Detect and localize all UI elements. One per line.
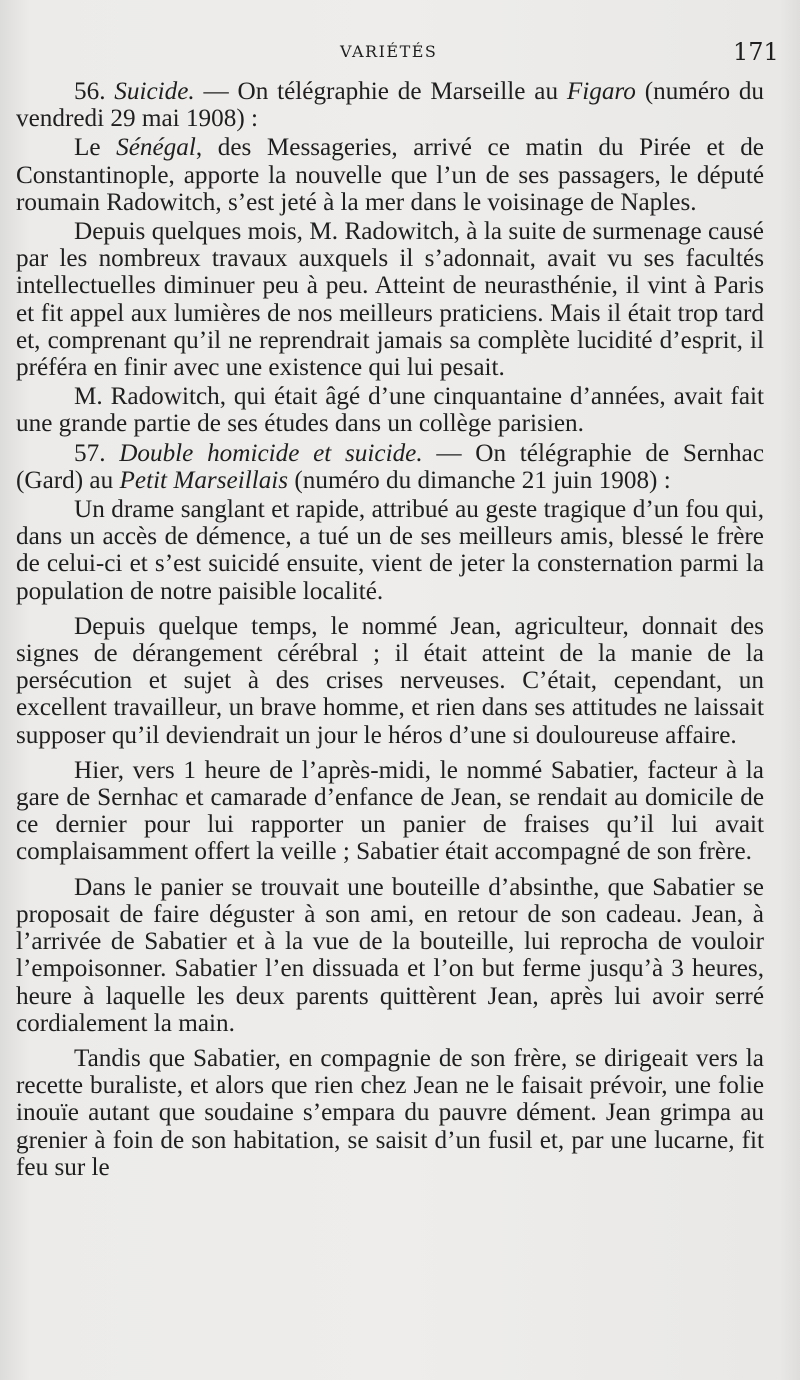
paragraph: Hier, vers 1 heure de l’après-midi, le nommé Sabatier, facteur à la gare de Sernhac et camarade d’enfance de Jean, se rendait au domicile de ce dernier pour lui rapporter un panier de fraises qu’il lui avait complaisamment offert la veille ; Sabatier était accompagné de son frère. bbox=[16, 756, 764, 866]
newspaper-name: Petit Marseillais bbox=[119, 466, 289, 494]
paragraph: M. Radowitch, qui était âgé d’une cinquantaine d’années, avait fait une grande partie de ses études dans un collège parisien. bbox=[16, 383, 764, 438]
page-number: 171 bbox=[733, 38, 779, 66]
running-title: VARIÉTÉS bbox=[340, 42, 438, 61]
entry-source: (numéro du vendredi 29 mai 1908) : bbox=[16, 78, 765, 133]
page-body bbox=[16, 78, 764, 1181]
paragraph: Depuis quelques mois, M. Radowitch, à la suite de surmenage causé par les nombreux travaux auxquels il s’adonnait, avait vu ses facultés intellectuelles diminuer peu à peu. Atteint de neurasthénie, il vint à Paris et fit appel aux lumières de nos meilleurs praticiens. Mais il était trop tard et, comprenant qu’il ne reprendrait jamais sa complète lucidité d’esprit, il préféra en finir avec une existence qui lui pesait. bbox=[16, 218, 764, 382]
paragraph: Dans le panier se trouvait une bouteille d’absinthe, que Sabatier se proposait de faire déguster à son ami, en retour de son cadeau. Jean, à l’arrivée de Sabatier et à la vue de la bouteille, lui reprocha de vouloir l’empoisonner. Sabatier l’en dissuada et l’on but ferme jusqu’à 3 heures, heure à laquelle les deux parents quittèrent Jean, après lui avoir serré cordialement la main. bbox=[16, 873, 764, 1037]
entry-title: Double homicide et suicide. bbox=[119, 439, 423, 467]
page-header bbox=[0, 38, 800, 66]
paragraph: Depuis quelque temps, le nommé Jean, agriculteur, donnait des signes de dérangement cérébral ; il était atteint de la manie de la persécution et sujet à des crises nerveuses. C’était, cependant, un excellent travailleur, un brave homme, et rien dans ses attitudes ne laissait supposer qu’il deviendrait un jour le héros d’une si douloureuse affaire. bbox=[16, 612, 764, 749]
entry-number: 56. bbox=[74, 78, 106, 105]
entry-title: Suicide. bbox=[114, 78, 195, 105]
paragraph: Un drame sanglant et rapide, attribué au geste tragique d’un fou qui, dans un accès de démence, a tué un de ses meilleurs amis, blessé le frère de celui-ci et s’est suicidé ensuite, vient de jeter la consternation parmi la population de notre paisible localité. bbox=[16, 496, 764, 605]
ship-name: Sénégal bbox=[116, 134, 196, 162]
entry-source: (numéro du dimanche 21 juin 1908) : bbox=[288, 466, 671, 494]
entry-intro: — On télégraphie de Marseille au bbox=[194, 78, 567, 105]
entry-56-heading bbox=[16, 78, 764, 132]
paragraph: Le Sénégal, des Messageries, arrivé ce matin du Pirée et de Constantinople, apporte la nouvelle que l’un de ses passagers, le député roumain Radowitch, s’est jeté à la mer dans le voisinage de Naples. bbox=[16, 134, 764, 216]
entry-intro: — On télégraphie de Sernhac (Gard) au bbox=[16, 439, 764, 494]
newspaper-name: Figaro bbox=[566, 78, 636, 105]
paragraph: Tandis que Sabatier, en compagnie de son frère, se dirigeait vers la recette buraliste, et alors que rien chez Jean ne le faisait prévoir, une folie inouïe autant que soudaine s’empara du pauvre dément. Jean grimpa au grenier à foin de son habitation, se saisit d’un fusil et, par une lucarne, fit feu sur le bbox=[16, 1044, 764, 1181]
entry-57-heading bbox=[16, 440, 764, 494]
entry-number: 57. bbox=[74, 439, 106, 467]
